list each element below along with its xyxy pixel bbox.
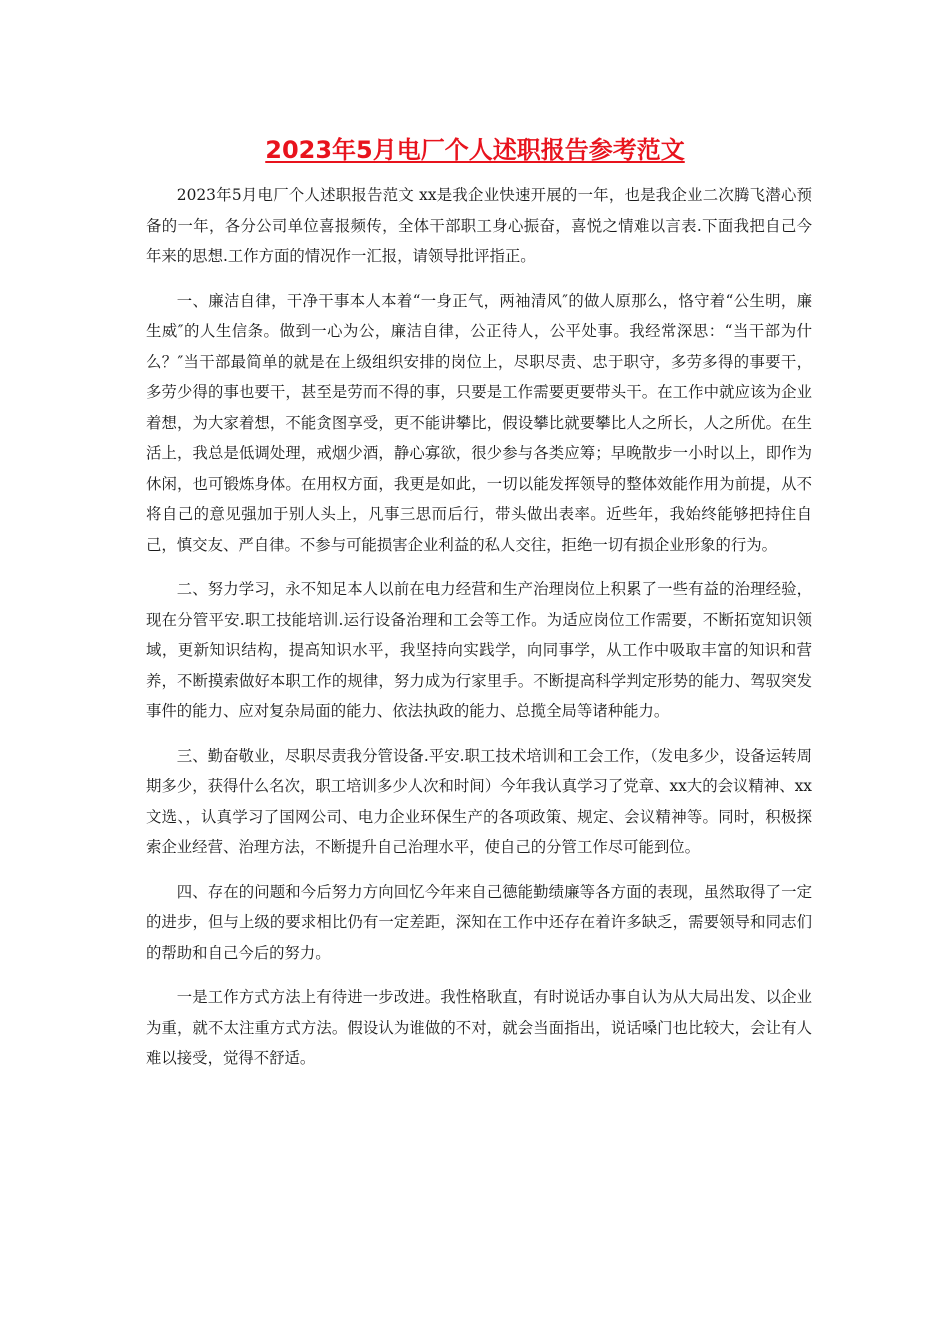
paragraph-integrity: 一、廉洁自律，干净干事本人本着“一身正气，两袖清风″的做人原那么，恪守着“公生明，廉生威″的人生信条。做到一心为公，廉洁自律，公正待人，公平处事。我经常深思：“当干部为什么？″当干部最简单的就是在上级组织安排的岗位上，尽职尽责、忠于职守，多劳多得的事要干，多劳少得的事也要干，甚至是劳而不得的事，只要是工作需要更要带头干。在工作中就应该为企业着想，为大家着想，不能贪图享受，更不能讲攀比，假设攀比就要攀比人之所长，人之所优。在生活上，我总是低调处理，戒烟少酒，静心寡欲，很少参与各类应筹；早晚散步一小时以上，即作为休闲，也可锻炼身体。在用权方面，我更是如此，一切以能发挥领导的整体效能作用为前提，从不将自己的意见强加于别人头上，凡事三思而后行，带头做出表率。近些年，我始终能够把持住自己，慎交友、严自律。不参与可能损害企业利益的私人交往，拒绝一切有损企业形象的行为。 — [146, 291, 812, 554]
paragraph-diligence: 三、勤奋敬业，尽职尽责我分管设备.平安.职工技术培训和工会工作，（发电多少，设备运转周期多少，获得什么名次，职工培训多少人次和时间）今年我认真学习了党章、xx大的会议精神、xx文选、，认真学习了国网公司、电力企业环保生产的各项政策、规定、会议精神等。同时，积极探索企业经营、治理方法，不断提升自己治理水平，使自己的分管工作尽可能到位。 — [146, 746, 812, 856]
paragraph-improvement: 一是工作方式方法上有待进一步改进。我性格耿直，有时说话办事自认为从大局出发、以企业为重，就不太注重方式方法。假设认为谁做的不对，就会当面指出，说话嗓门也比较大，会让有人难以接受，觉得不舒适。 — [146, 988, 812, 1067]
paragraph-problems: 四、存在的问题和今后努力方向回忆今年来自己德能勤绩廉等各方面的表现，虽然取得了一定的进步，但与上级的要求相比仍有一定差距，深知在工作中还存在着许多缺乏，需要领导和同志们的帮助和自己今后的努力。 — [146, 882, 812, 962]
paragraph-study: 二、努力学习，永不知足本人以前在电力经营和生产治理岗位上积累了一些有益的治理经验，现在分管平安.职工技能培训.运行设备治理和工会等工作。为适应岗位工作需要，不断拓宽知识领域，更新知识结构，提高知识水平，我坚持向实践学，向同事学，从工作中吸取丰富的知识和营养，不断摸索做好本职工作的规律，努力成为行家里手。不断提高科学判定形势的能力、驾驭突发事件的能力、应对复杂局面的能力、依法执政的能力、总揽全局等诸种能力。 — [146, 580, 812, 720]
document-body — [146, 180, 812, 1088]
paragraph-intro: 2023年5月电厂个人述职报告范文 xx是我企业快速开展的一年，也是我企业二次腾飞潜心预备的一年，各分公司单位喜报频传，全体干部职工身心振奋，喜悦之情难以言表.下面我把自己今年来的思想.工作方面的情况作一汇报，请领导批评指正。 — [146, 186, 812, 265]
document-title: 2023年5月电厂个人述职报告参考范文 — [265, 136, 685, 164]
